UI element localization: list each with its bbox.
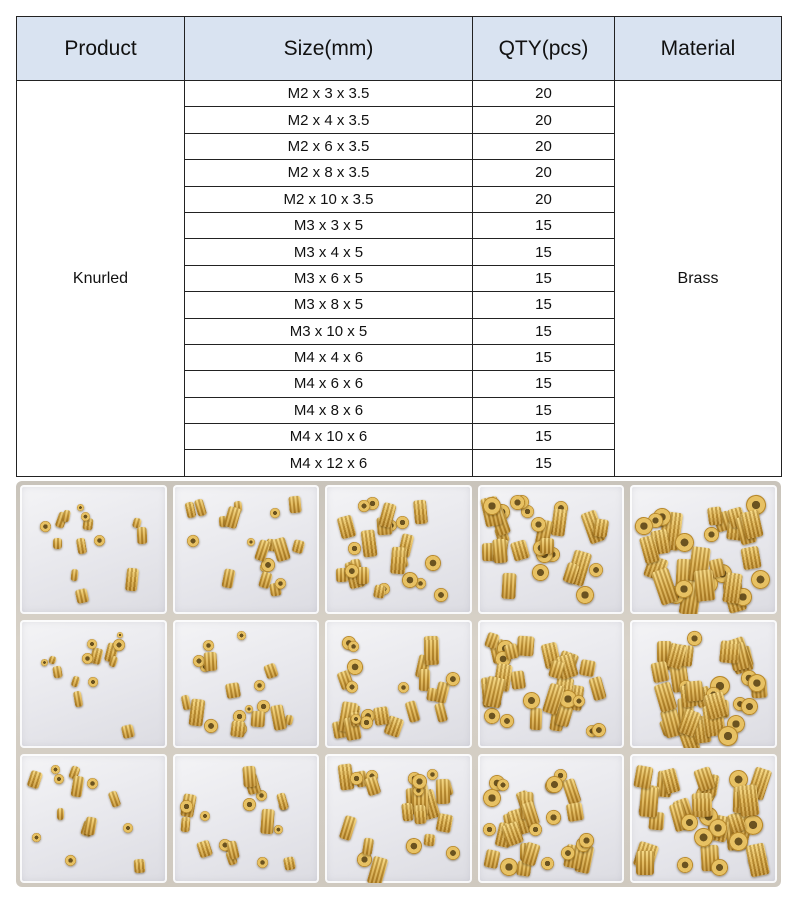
brass-insert xyxy=(136,527,147,544)
brass-insert xyxy=(180,817,190,832)
brass-insert xyxy=(221,568,236,589)
brass-insert xyxy=(691,793,711,818)
brass-insert xyxy=(225,682,241,699)
brass-insert xyxy=(509,540,529,563)
table-header-row xyxy=(17,17,782,81)
brass-insert xyxy=(633,764,654,788)
organizer-compartment xyxy=(20,485,167,614)
brass-insert xyxy=(710,858,728,876)
brass-insert xyxy=(719,640,740,663)
organizer-compartment xyxy=(173,620,320,749)
brass-insert xyxy=(347,542,361,556)
organizer-compartment xyxy=(20,620,167,749)
brass-insert xyxy=(63,854,76,867)
size-cell: M2 x 3 x 3.5 xyxy=(185,81,473,107)
brass-insert xyxy=(361,838,374,856)
brass-insert xyxy=(404,836,424,856)
brass-insert xyxy=(434,703,448,724)
size-cell: M2 x 6 x 3.5 xyxy=(185,133,473,159)
organizer-compartment xyxy=(478,485,625,614)
brass-insert xyxy=(27,769,43,788)
brass-insert xyxy=(337,514,357,539)
brass-insert xyxy=(706,506,722,526)
qty-cell: 15 xyxy=(473,292,615,318)
brass-insert xyxy=(270,704,288,731)
brass-insert xyxy=(575,585,596,606)
brass-insert xyxy=(93,534,106,547)
brass-insert xyxy=(426,687,438,701)
brass-insert xyxy=(510,670,527,690)
brass-insert xyxy=(737,784,759,817)
brass-insert xyxy=(565,802,584,822)
brass-insert xyxy=(82,653,93,664)
header-material: Material xyxy=(615,17,782,81)
qty-cell: 20 xyxy=(473,133,615,159)
qty-cell: 20 xyxy=(473,107,615,133)
brass-insert xyxy=(529,823,543,837)
brass-insert xyxy=(121,724,135,739)
header-size: Size(mm) xyxy=(185,17,473,81)
brass-insert xyxy=(71,569,80,582)
size-cell: M2 x 10 x 3.5 xyxy=(185,186,473,212)
brass-insert xyxy=(373,585,386,600)
brass-insert xyxy=(674,579,692,597)
brass-insert xyxy=(271,537,291,563)
brass-insert xyxy=(545,809,563,827)
organizer-compartment xyxy=(630,620,777,749)
brass-insert xyxy=(71,675,81,687)
brass-insert xyxy=(73,690,84,707)
brass-insert xyxy=(492,538,508,563)
brass-insert xyxy=(531,562,550,581)
brass-insert xyxy=(76,537,87,554)
brass-insert xyxy=(338,815,357,841)
brass-insert xyxy=(405,700,422,723)
brass-insert xyxy=(276,792,289,810)
brass-insert xyxy=(181,694,192,711)
organizer-compartment xyxy=(630,485,777,614)
header-qty: QTY(pcs) xyxy=(473,17,615,81)
brass-insert xyxy=(749,568,771,590)
brass-insert xyxy=(56,808,63,820)
brass-insert xyxy=(203,717,220,734)
brass-insert xyxy=(423,833,435,846)
brass-insert xyxy=(39,521,51,533)
size-cell: M3 x 3 x 5 xyxy=(185,212,473,238)
qty-cell: 15 xyxy=(473,397,615,423)
brass-insert xyxy=(540,538,554,554)
size-cell: M3 x 8 x 5 xyxy=(185,292,473,318)
size-cell: M4 x 6 x 6 xyxy=(185,371,473,397)
brass-insert xyxy=(86,777,99,790)
brass-insert xyxy=(396,516,410,530)
brass-insert xyxy=(292,539,305,554)
organizer-compartment xyxy=(325,620,472,749)
brass-insert xyxy=(740,697,759,716)
brass-insert xyxy=(401,802,414,821)
brass-insert xyxy=(124,568,138,592)
size-cell: M3 x 10 x 5 xyxy=(185,318,473,344)
brass-insert xyxy=(53,773,66,786)
organizer-compartment xyxy=(173,485,320,614)
organizer-compartment xyxy=(173,754,320,883)
brass-insert xyxy=(273,824,284,835)
size-cell: M2 x 8 x 3.5 xyxy=(185,160,473,186)
brass-insert xyxy=(550,508,567,537)
brass-insert xyxy=(579,833,594,848)
brass-insert xyxy=(345,679,360,694)
brass-insert xyxy=(200,810,212,822)
brass-insert xyxy=(435,779,450,805)
brass-insert xyxy=(113,638,126,651)
brass-insert xyxy=(482,823,496,837)
brass-insert xyxy=(123,823,133,833)
qty-cell: 15 xyxy=(473,212,615,238)
brass-insert xyxy=(500,714,514,728)
brass-insert xyxy=(694,569,717,602)
brass-insert xyxy=(587,561,604,578)
organizer-compartment xyxy=(478,620,625,749)
brass-insert xyxy=(433,587,448,602)
brass-insert xyxy=(107,790,121,809)
size-cell: M4 x 10 x 6 xyxy=(185,424,473,450)
brass-insert xyxy=(745,843,770,878)
qty-cell: 20 xyxy=(473,81,615,107)
size-cell: M3 x 6 x 5 xyxy=(185,265,473,291)
brass-insert xyxy=(413,804,426,823)
brass-insert xyxy=(203,651,217,671)
size-cell: M3 x 4 x 5 xyxy=(185,239,473,265)
brass-insert xyxy=(413,500,428,525)
brass-insert xyxy=(685,680,704,702)
product-cell: Knurled xyxy=(17,81,185,477)
organizer-compartment xyxy=(325,754,472,883)
qty-cell: 15 xyxy=(473,371,615,397)
qty-cell: 15 xyxy=(473,318,615,344)
brass-insert xyxy=(84,816,98,836)
organizer-compartment xyxy=(325,485,472,614)
table-row xyxy=(17,81,782,107)
brass-insert xyxy=(263,662,279,679)
brass-insert xyxy=(53,538,62,549)
brass-insert xyxy=(52,665,63,678)
organizer-compartment xyxy=(20,754,167,883)
brass-insert xyxy=(423,636,439,665)
brass-insert xyxy=(253,679,266,692)
brass-insert xyxy=(51,765,61,775)
brass-insert xyxy=(740,546,761,571)
brass-insert xyxy=(398,682,409,693)
spec-table xyxy=(16,16,782,477)
qty-cell: 15 xyxy=(473,424,615,450)
brass-insert xyxy=(224,505,243,529)
brass-insert xyxy=(360,529,377,557)
organizer-compartment xyxy=(630,754,777,883)
brass-insert xyxy=(636,851,654,875)
size-cell: M4 x 12 x 6 xyxy=(185,450,473,476)
brass-insert xyxy=(117,632,123,638)
qty-cell: 20 xyxy=(473,160,615,186)
brass-insert xyxy=(202,638,216,652)
brass-insert xyxy=(347,640,360,653)
brass-insert xyxy=(425,555,441,571)
size-cell: M4 x 8 x 6 xyxy=(185,397,473,423)
brass-insert xyxy=(256,856,268,868)
brass-insert xyxy=(592,518,608,538)
organizer-photo xyxy=(16,481,781,887)
brass-insert xyxy=(482,788,502,808)
brass-insert xyxy=(242,797,256,811)
brass-insert xyxy=(561,778,581,805)
qty-cell: 15 xyxy=(473,344,615,370)
brass-insert xyxy=(530,708,543,730)
brass-insert xyxy=(676,856,695,875)
qty-cell: 15 xyxy=(473,450,615,476)
brass-insert xyxy=(40,658,48,666)
brass-insert xyxy=(446,845,461,860)
brass-insert xyxy=(718,726,738,746)
brass-insert xyxy=(540,856,554,870)
brass-insert xyxy=(588,676,607,702)
brass-insert xyxy=(185,533,199,547)
brass-insert xyxy=(364,775,382,796)
material-cell: Brass xyxy=(615,81,782,477)
brass-insert xyxy=(196,840,213,859)
brass-insert xyxy=(247,538,256,547)
brass-insert xyxy=(48,655,57,664)
brass-insert xyxy=(436,813,454,833)
brass-insert xyxy=(88,677,99,688)
brass-insert xyxy=(283,856,296,871)
brass-insert xyxy=(230,720,246,737)
brass-insert xyxy=(289,495,303,513)
brass-insert xyxy=(357,499,370,512)
brass-insert xyxy=(236,630,246,640)
brass-insert xyxy=(75,588,90,604)
size-cell: M2 x 4 x 3.5 xyxy=(185,107,473,133)
brass-insert xyxy=(62,509,71,522)
size-cell: M4 x 4 x 6 xyxy=(185,344,473,370)
brass-insert xyxy=(501,573,517,600)
brass-insert xyxy=(578,659,595,678)
brass-insert xyxy=(390,546,407,574)
brass-insert xyxy=(76,503,85,512)
brass-insert xyxy=(260,809,275,835)
brass-insert xyxy=(71,775,85,798)
brass-insert xyxy=(250,711,265,728)
brass-insert xyxy=(134,859,146,873)
brass-insert xyxy=(243,766,258,788)
brass-insert xyxy=(194,498,208,517)
brass-insert xyxy=(516,636,534,658)
header-product: Product xyxy=(17,17,185,81)
organizer-compartment xyxy=(478,754,625,883)
qty-cell: 15 xyxy=(473,239,615,265)
qty-cell: 15 xyxy=(473,265,615,291)
brass-insert xyxy=(639,787,660,819)
qty-cell: 20 xyxy=(473,186,615,212)
brass-insert xyxy=(269,507,281,519)
brass-insert xyxy=(373,706,390,726)
brass-insert xyxy=(482,706,501,725)
brass-insert xyxy=(704,527,719,542)
brass-insert xyxy=(32,833,41,842)
organizer-grid xyxy=(20,485,777,883)
